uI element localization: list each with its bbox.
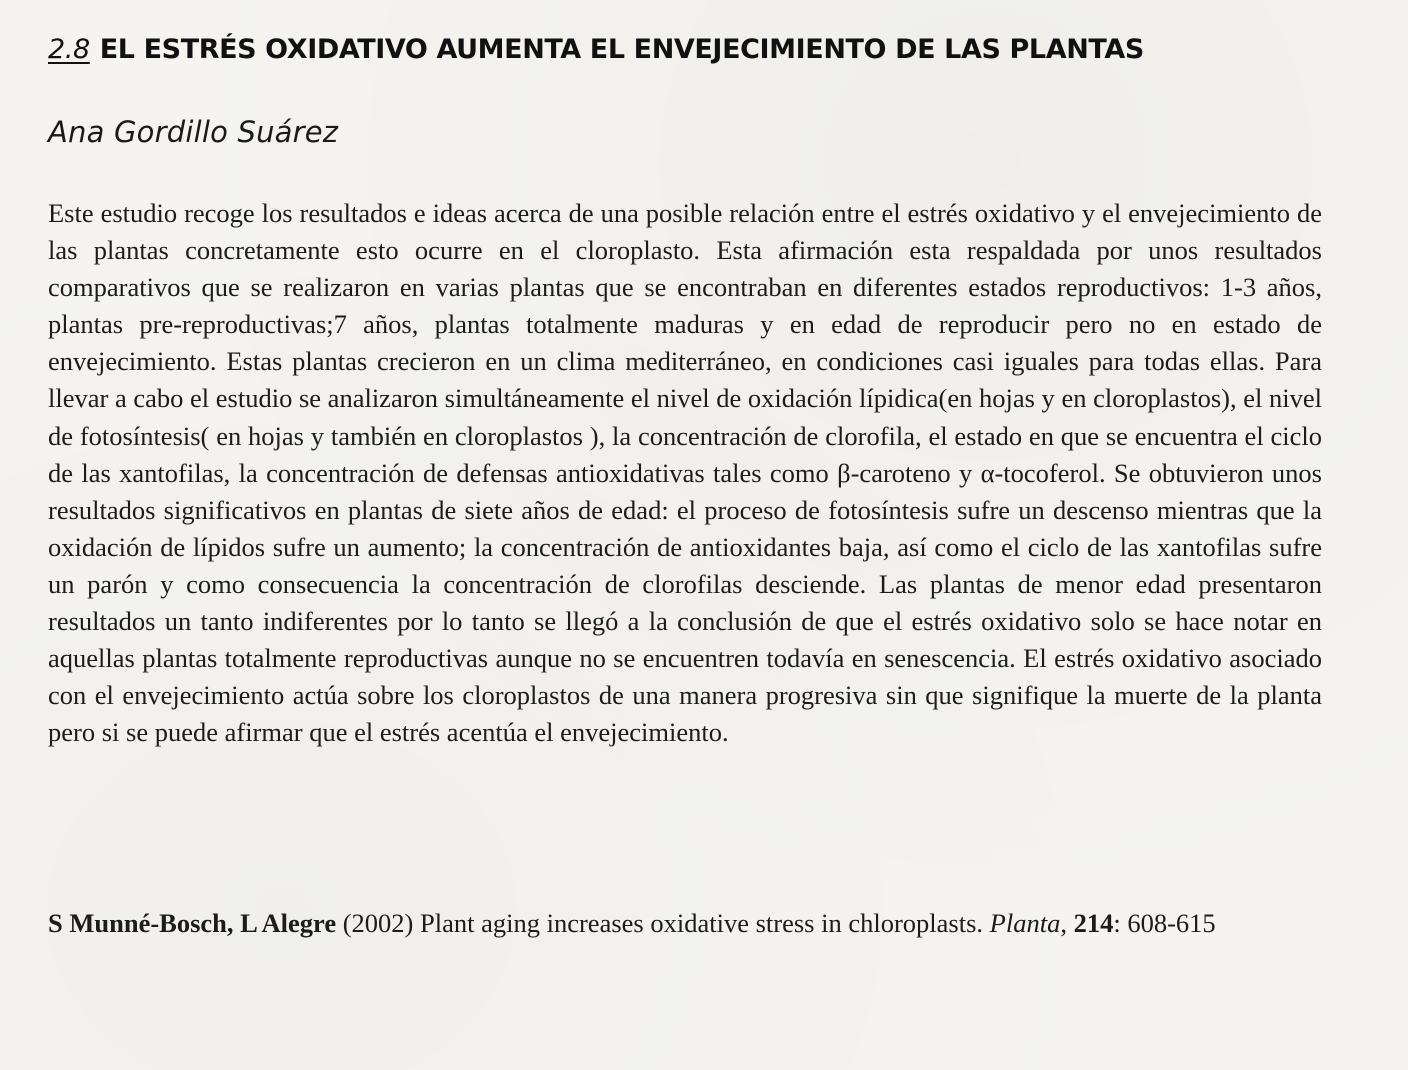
section-title: EL ESTRÉS OXIDATIVO AUMENTA EL ENVEJECIMIENTO DE LAS PLANTAS <box>99 34 1144 65</box>
reference-comma: , <box>1060 908 1074 938</box>
reference-authors: S Munné-Bosch, L Alegre <box>48 908 337 938</box>
section-number: 2.8 <box>48 34 90 65</box>
section-heading <box>48 30 1368 70</box>
reference-volume: 214 <box>1073 908 1114 938</box>
author-name: Ana Gordillo Suárez <box>48 115 339 149</box>
reference-journal: Planta <box>989 908 1061 938</box>
body-paragraph: Este estudio recoge los resultados e ideas acerca de una posible relación entre el estrés oxidativo y el envejecimiento de las plantas concretamente esto ocurre en el cloroplasto. Esta afirmación esta respaldada por unos resultados comparativos que se realizaron en varias plantas que se encontraban en diferentes estados reproductivos: 1-3 años, plantas pre-reproductivas;7 años, plantas totalmente maduras y en edad de reproducir pero no en estado de envejecimiento. Estas plantas crecieron en un clima mediterráneo, en condiciones casi iguales para todas ellas. Para llevar a cabo el estudio se analizaron simultáneamente el nivel de oxidación lípidica(en hojas y en cloroplastos), el nivel de fotosíntesis( en hojas y también en cloroplastos ), la concentración de clorofila, el estado en que se encuentra el ciclo de las xantofilas, la concentración de defensas antioxidativas tales como β-caroteno y α-tocoferol. Se obtuvieron unos resultados significativos en plantas de siete años de edad: el proceso de fotosíntesis sufre un descenso mientras que la oxidación de lípidos sufre un aumento; la concentración de antioxidantes baja, así como el ciclo de las xantofilas sufre un parón y como consecuencia la concentración de clorofilas desciende. Las plantas de menor edad presentaron resultados un tanto indiferentes por lo tanto se llegó a la conclusión de que el estrés oxidativo solo se hace notar en aquellas plantas totalmente reproductivas aunque no se encuentren todavía en senescencia. El estrés oxidativo asociado con el envejecimiento actúa sobre los cloroplastos de una manera progresiva sin que signifique la muerte de la planta pero si se puede afirmar que el estrés acentúa el envejecimiento. <box>48 198 1322 748</box>
reference-year-title: (2002) Plant aging increases oxidative stress in chloroplasts. <box>336 908 990 938</box>
reference-pages: : 608-615 <box>1113 908 1216 938</box>
reference-citation <box>48 905 1322 942</box>
